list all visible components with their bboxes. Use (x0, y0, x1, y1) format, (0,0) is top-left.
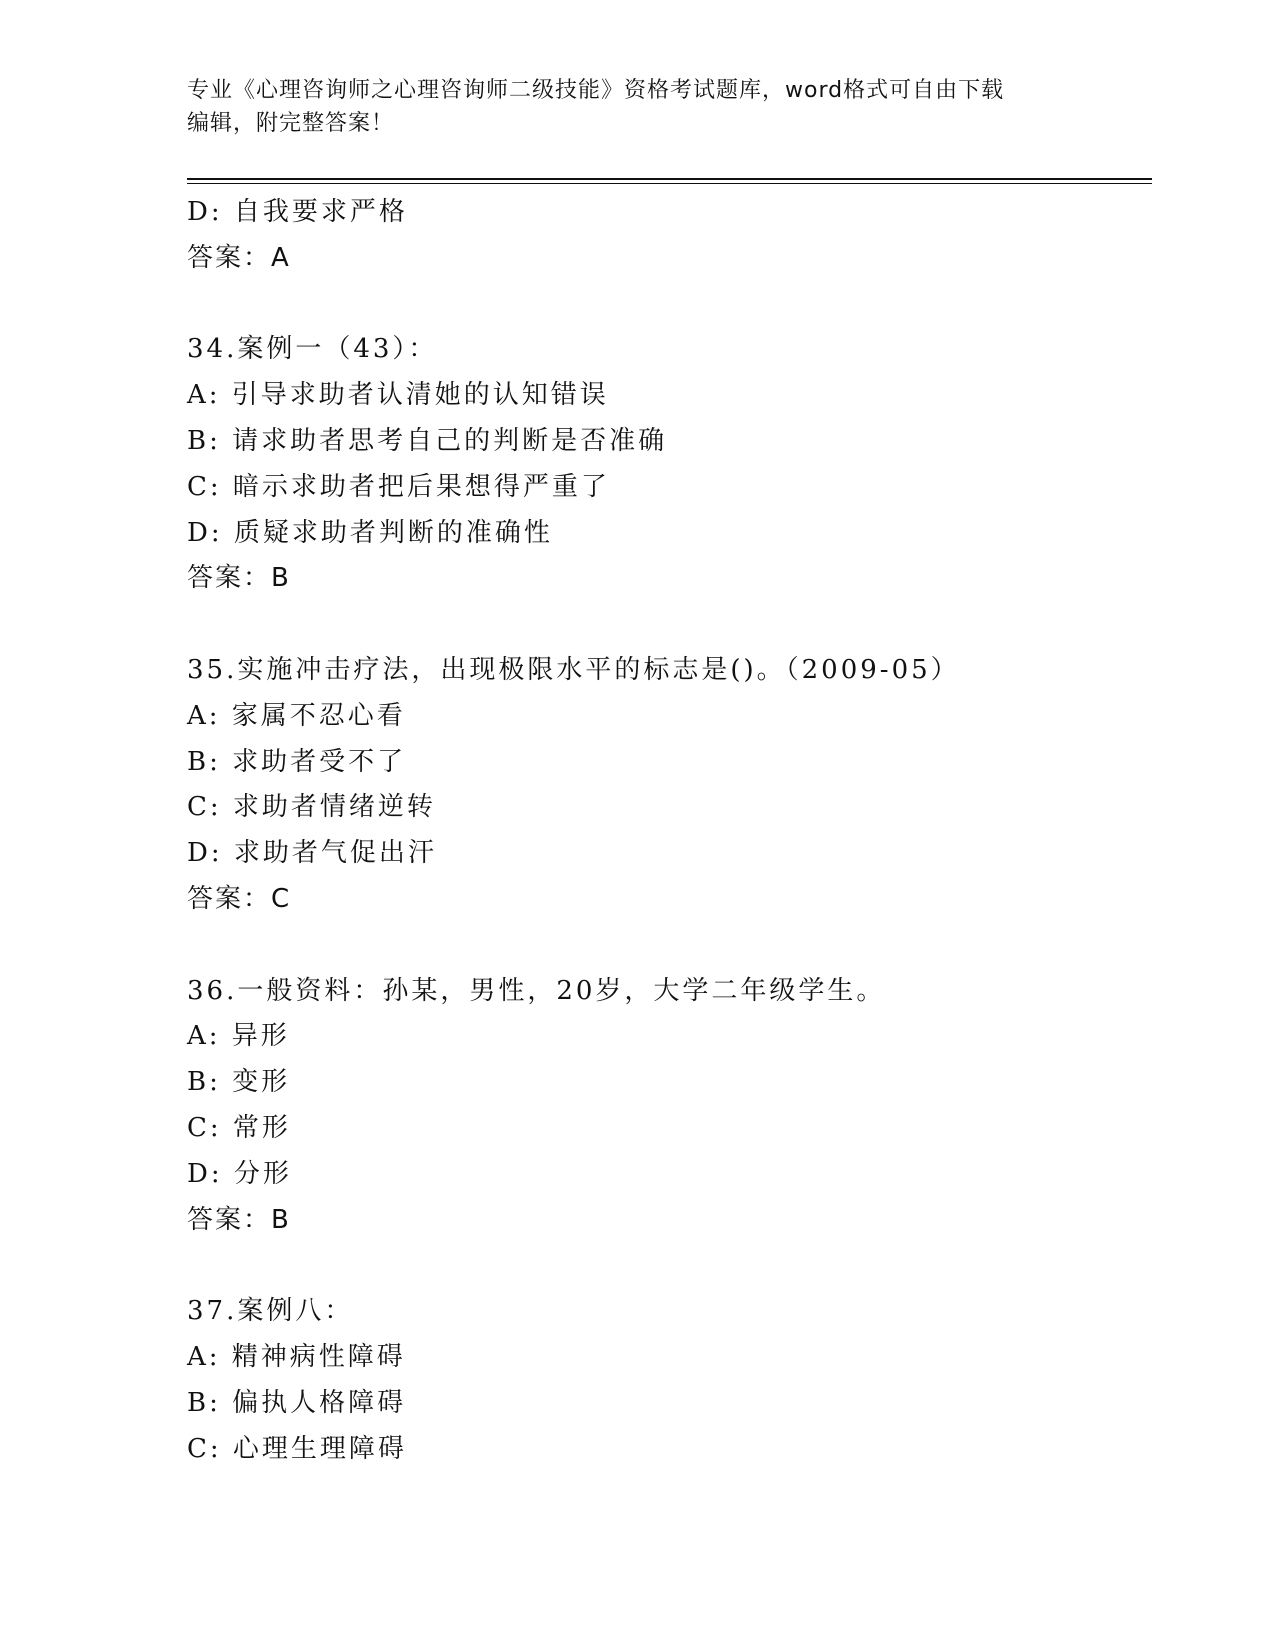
question-title: 36.一般资料：孙某，男性，20岁，大学二年级学生。 (187, 975, 886, 1006)
option-d: D: 求助者气促出汗 (187, 838, 437, 869)
option-b: B: 变形 (187, 1067, 291, 1098)
option-b: B: 偏执人格障碍 (187, 1387, 407, 1418)
option-d: D: 自我要求严格 (187, 197, 408, 227)
option-a: A: 异形 (187, 1021, 290, 1052)
option-c: C: 求助者情绪逆转 (187, 792, 436, 823)
answer-line: 答案：A (187, 242, 291, 273)
option-a: A: 引导求助者认清她的认知错误 (187, 380, 609, 411)
header-divider (187, 178, 1152, 180)
question-block (187, 190, 1152, 282)
question-title: 34.案例一（43）： (187, 334, 438, 365)
option-d: D: 分形 (187, 1158, 292, 1189)
header-divider-thin (187, 183, 1152, 184)
question-title: 37.案例八： (187, 1296, 354, 1327)
document-header (187, 74, 1067, 140)
question-block (187, 648, 1152, 923)
question-block (187, 1289, 1152, 1472)
option-c: C: 心理生理障碍 (187, 1433, 407, 1464)
question-block (187, 327, 1152, 602)
answer-line: 答案：B (187, 1204, 291, 1235)
answer-line: 答案：C (187, 883, 292, 914)
option-c: C: 暗示求助者把后果想得严重了 (187, 471, 610, 502)
option-b: B: 求助者受不了 (187, 746, 407, 777)
option-c: C: 常形 (187, 1112, 291, 1143)
question-block (187, 969, 1152, 1244)
answer-line: 答案：B (187, 563, 291, 594)
header-line-2: 编辑，附完整答案！ (187, 111, 395, 136)
option-a: A: 精神病性障碍 (187, 1341, 406, 1372)
header-line-1: 专业《心理咨询师之心理咨询师二级技能》资格考试题库，word格式可自由下载 (187, 78, 1005, 103)
question-list (187, 190, 1152, 1472)
option-a: A: 家属不忍心看 (187, 700, 406, 731)
question-title: 35.实施冲击疗法，出现极限水平的标志是()。（2009-05） (187, 654, 960, 685)
option-b: B: 请求助者思考自己的判断是否准确 (187, 425, 668, 456)
option-d: D: 质疑求助者判断的准确性 (187, 517, 553, 548)
